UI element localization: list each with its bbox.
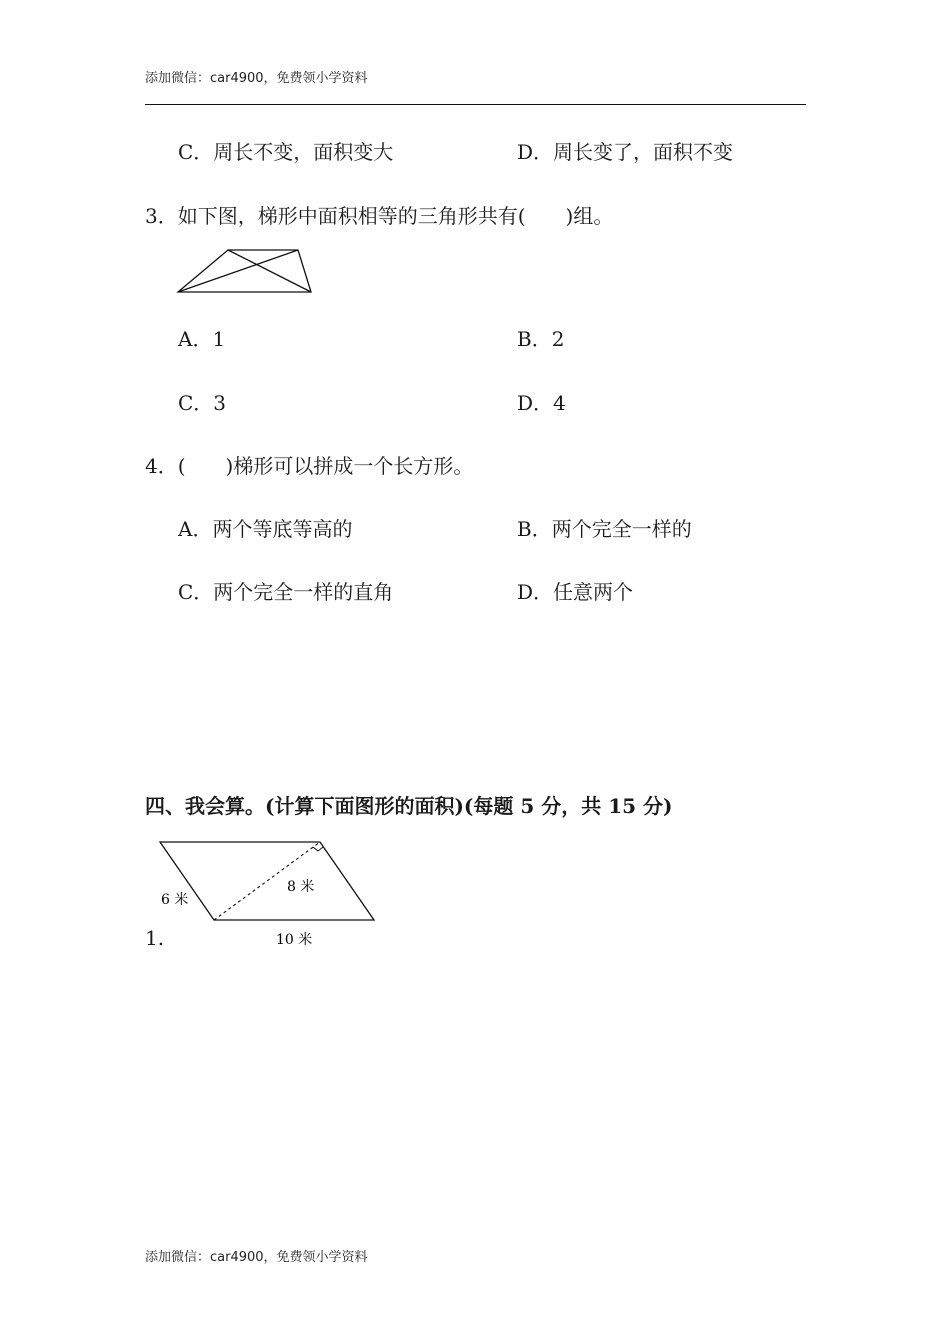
q4-stem: 4．( )梯形可以拼成一个长方形。 bbox=[145, 454, 474, 478]
base-label: 10 米 bbox=[276, 932, 313, 948]
q4-option-a: A．两个等底等高的 bbox=[178, 517, 353, 541]
height-label: 8 米 bbox=[287, 879, 315, 895]
q4-option-d: D．任意两个 bbox=[517, 580, 634, 604]
header-note: 添加微信：car4900，免费领小学资料 bbox=[145, 71, 368, 86]
q2-option-c: C．周长不变，面积变大 bbox=[178, 140, 394, 164]
right-angle-marker bbox=[313, 847, 323, 851]
q3-option-a: A．1 bbox=[178, 327, 226, 351]
q3-option-b: B．2 bbox=[517, 327, 565, 351]
parallelogram-outline bbox=[160, 842, 374, 920]
header-divider bbox=[145, 104, 806, 105]
trapezoid-diagonal-1 bbox=[178, 250, 298, 292]
side-label: 6 米 bbox=[161, 892, 189, 908]
q3-stem: 3．如下图，梯形中面积相等的三角形共有( )组。 bbox=[145, 204, 614, 228]
q4-option-c: C．两个完全一样的直角 bbox=[178, 580, 394, 604]
q3-option-c: C．3 bbox=[178, 391, 227, 415]
parallelogram-figure bbox=[150, 835, 385, 950]
section-4-title: 四、我会算。(计算下面图形的面积)(每题 5 分，共 15 分) bbox=[145, 794, 673, 818]
item-1-number: 1. bbox=[145, 926, 165, 950]
q3-option-d: D．4 bbox=[517, 391, 566, 415]
footer-note: 添加微信：car4900，免费领小学资料 bbox=[145, 1250, 368, 1265]
trapezoid-figure bbox=[170, 244, 320, 300]
trapezoid-diagonal-2 bbox=[228, 250, 311, 292]
q2-option-d: D．周长变了，面积不变 bbox=[517, 140, 734, 164]
q4-option-b: B．两个完全一样的 bbox=[517, 517, 692, 541]
